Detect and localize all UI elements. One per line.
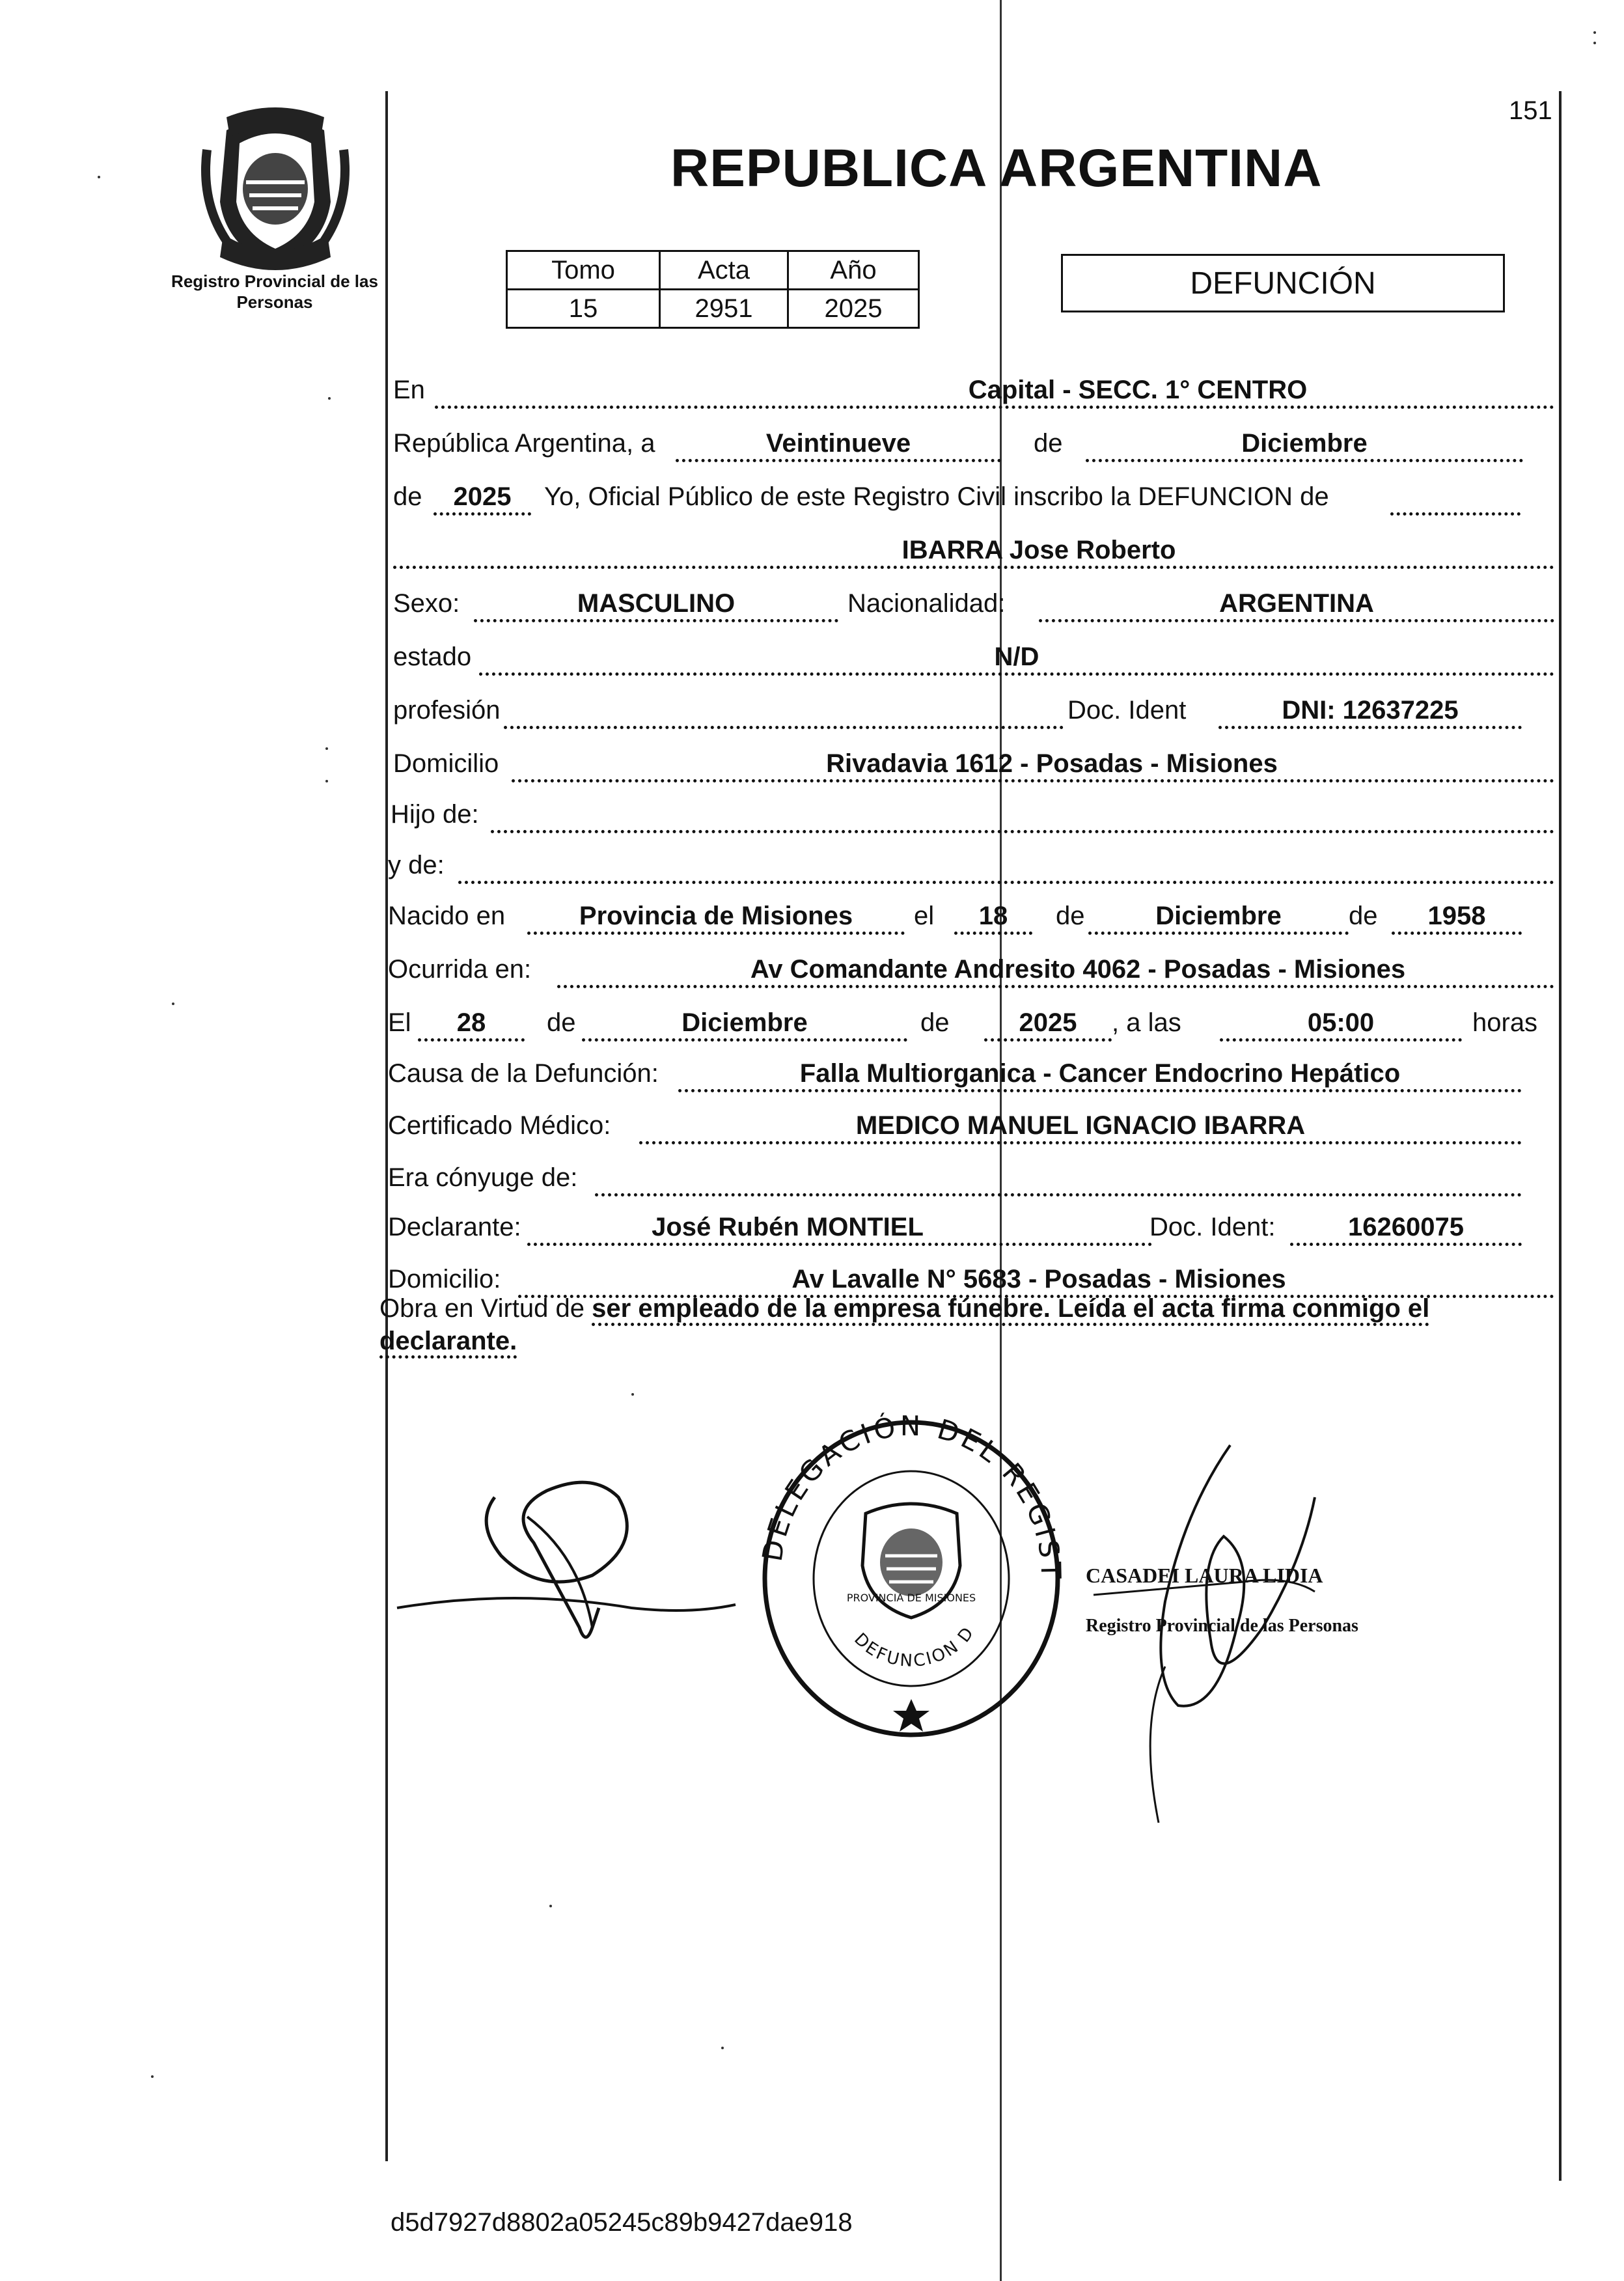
dotted-line <box>1088 932 1349 935</box>
acta-value: 2951 <box>660 290 788 328</box>
dotted-line <box>491 830 1554 833</box>
El-label: El <box>388 1008 411 1037</box>
domicilio-value: Rivadavia 1612 - Posadas - Misiones <box>826 749 1278 778</box>
causa-value: Falla Multiorganica - Cancer Endocrino Hepático <box>799 1059 1401 1088</box>
declarante-value: José Rubén MONTIEL <box>652 1213 924 1241</box>
mes-value: Diciembre <box>1241 429 1368 458</box>
dotted-line <box>479 672 1554 676</box>
domicilio-label: Domicilio <box>393 749 499 778</box>
doc-ident-label: Doc. Ident: <box>1149 1213 1276 1241</box>
dotted-line <box>676 459 1001 462</box>
dotted-line <box>557 985 1554 988</box>
certificado-label: Certificado Médico: <box>388 1111 611 1140</box>
dotted-line <box>434 512 531 516</box>
de-label: de <box>1034 429 1063 458</box>
obra-paragraph <box>379 1292 1551 1357</box>
scan-speck <box>98 176 100 178</box>
declarant-signature <box>384 1458 749 1660</box>
row-fecha <box>388 1004 1560 1043</box>
scan-speck <box>328 397 331 400</box>
dotted-line <box>393 566 1554 569</box>
seal-inner-text: DEFUNCION D <box>850 1622 979 1672</box>
de-label-6: de <box>920 1008 950 1037</box>
sexo-label: Sexo: <box>393 589 460 618</box>
certificado-value: MEDICO MANUEL IGNACIO IBARRA <box>855 1111 1306 1140</box>
scan-speck <box>549 1905 552 1907</box>
de-label-3: de <box>1056 902 1085 930</box>
domicilio2-label: Domicilio: <box>388 1265 501 1293</box>
dotted-line <box>1039 619 1554 622</box>
dotted-line <box>1086 459 1523 462</box>
doc-label: Doc. Ident <box>1067 696 1187 725</box>
scan-speck <box>631 1393 634 1396</box>
row-certificado <box>388 1107 1560 1146</box>
estado-value: N/D <box>994 643 1039 671</box>
dotted-line <box>678 1089 1522 1092</box>
scan-speck <box>172 1002 174 1005</box>
hora-value: 05:00 <box>1307 1008 1375 1037</box>
nacido-mes: Diciembre <box>1155 902 1282 930</box>
row-conyuge <box>388 1159 1560 1198</box>
document-type: DEFUNCIÓN <box>1190 266 1376 301</box>
dotted-line <box>595 1193 1522 1196</box>
domicilio2-value: Av Lavalle N° 5683 - Posadas - Misiones <box>791 1265 1286 1293</box>
official-title: Registro Provincial de las Personas <box>1086 1616 1358 1636</box>
anio-value: 2025 <box>788 290 919 328</box>
hijo-label: Hijo de: <box>391 800 479 829</box>
republica-label: República Argentina, a <box>393 429 655 458</box>
scan-speck <box>151 2075 154 2078</box>
row-domicilio <box>388 745 1560 784</box>
acta-table <box>506 250 920 329</box>
dotted-line <box>474 619 838 622</box>
alas-label: , a las <box>1112 1008 1181 1037</box>
fallec-dia: 28 <box>456 1008 486 1037</box>
dotted-line <box>1390 512 1521 516</box>
seal-emblem-text: PROVINCIA DE MISIONES <box>846 1592 976 1604</box>
row-republica <box>388 424 1560 463</box>
dotted-line <box>435 406 1554 409</box>
nombre-value: IBARRA Jose Roberto <box>901 536 1176 564</box>
tomo-value: 15 <box>507 290 660 328</box>
nacido-anio: 1958 <box>1427 902 1486 930</box>
nacionalidad-value: ARGENTINA <box>1219 589 1374 618</box>
dotted-line <box>984 1038 1112 1042</box>
row-nacido <box>388 897 1560 936</box>
ocurrida-label: Ocurrida en: <box>388 955 532 984</box>
el-label: el <box>914 902 935 930</box>
row-ocurrida <box>388 950 1560 989</box>
anio-value: 2025 <box>453 482 512 511</box>
doc-value: DNI: 12637225 <box>1282 696 1459 725</box>
en-value: Capital - SECC. 1° CENTRO <box>968 376 1308 404</box>
declarante-doc: 16260075 <box>1348 1213 1464 1241</box>
scan-speck <box>1593 31 1596 34</box>
dotted-line <box>1220 1038 1462 1042</box>
conyuge-label: Era cónyuge de: <box>388 1163 578 1192</box>
page-number: 151 <box>1509 96 1552 125</box>
tomo-header: Tomo <box>507 251 660 290</box>
dotted-line <box>504 726 1064 729</box>
anio-header: Año <box>788 251 919 290</box>
star-icon <box>893 1699 929 1732</box>
nacido-label: Nacido en <box>388 902 506 930</box>
scan-speck <box>1593 42 1596 44</box>
dotted-line <box>1218 726 1522 729</box>
dotted-line <box>458 881 1554 884</box>
dotted-line <box>954 932 1032 935</box>
dotted-line <box>512 779 1554 782</box>
yo-text: Yo, Oficial Público de este Registro Civil inscribo la DEFUNCION de <box>544 482 1329 511</box>
row-sexo <box>388 585 1560 624</box>
declarante-label: Declarante: <box>388 1213 521 1241</box>
dotted-line <box>1392 932 1522 935</box>
scan-speck <box>325 747 328 750</box>
dotted-line <box>418 1038 525 1042</box>
scan-speck <box>721 2047 724 2049</box>
seal-ring-text: DELEGACIÓN DEL REGIST <box>756 1409 1067 1583</box>
en-label: En <box>393 376 425 404</box>
nacionalidad-label: Nacionalidad: <box>847 589 1006 618</box>
de-label-5: de <box>547 1008 576 1037</box>
estado-label: estado <box>393 643 472 671</box>
dia-value: Veintinueve <box>765 429 911 458</box>
page-title: REPUBLICA ARGENTINA <box>670 139 1323 198</box>
row-profesion <box>388 691 1560 730</box>
dotted-line <box>639 1141 1522 1144</box>
de-label-2: de <box>393 482 422 511</box>
nacido-dia: 18 <box>978 902 1008 930</box>
profesion-label: profesión <box>393 696 501 725</box>
registry-name: Registro Provincial de las Personas <box>171 271 378 312</box>
document-hash: d5d7927d8802a05245c89b9427dae918 <box>391 2208 853 2237</box>
official-name: CASADEI LAURA LIDIA <box>1086 1564 1323 1587</box>
nacido-value: Provincia de Misiones <box>579 902 853 930</box>
sexo-value: MASCULINO <box>577 589 736 618</box>
province-emblem-icon <box>200 104 350 273</box>
row-nombre <box>388 531 1560 570</box>
dotted-line <box>1290 1243 1522 1246</box>
yde-label: y de: <box>388 851 445 879</box>
acta-header: Acta <box>660 251 788 290</box>
obra-value: ser empleado de la empresa fúnebre. Leída el acta firma conmigo el declarante. <box>379 1294 1429 1359</box>
obra-label: Obra en Virtud de <box>379 1294 585 1323</box>
dotted-line <box>527 1243 1152 1246</box>
registry-seal <box>736 1406 1087 1745</box>
scan-speck <box>325 780 328 782</box>
document-type-box <box>1061 254 1505 312</box>
row-estado <box>388 638 1560 677</box>
fallec-mes: Diciembre <box>681 1008 808 1037</box>
dotted-line <box>527 932 905 935</box>
row-yo <box>388 478 1560 517</box>
de-label-4: de <box>1349 902 1378 930</box>
causa-label: Causa de la Defunción: <box>388 1059 659 1088</box>
ocurrida-value: Av Comandante Andresito 4062 - Posadas - Misiones <box>750 955 1406 984</box>
row-declarante <box>388 1208 1560 1247</box>
row-yde <box>388 846 1560 885</box>
row-causa <box>388 1055 1560 1094</box>
row-hijo <box>388 795 1560 835</box>
horas-label: horas <box>1472 1008 1538 1037</box>
fallec-anio: 2025 <box>1019 1008 1077 1037</box>
row-en <box>388 371 1560 410</box>
dotted-line <box>582 1038 907 1042</box>
